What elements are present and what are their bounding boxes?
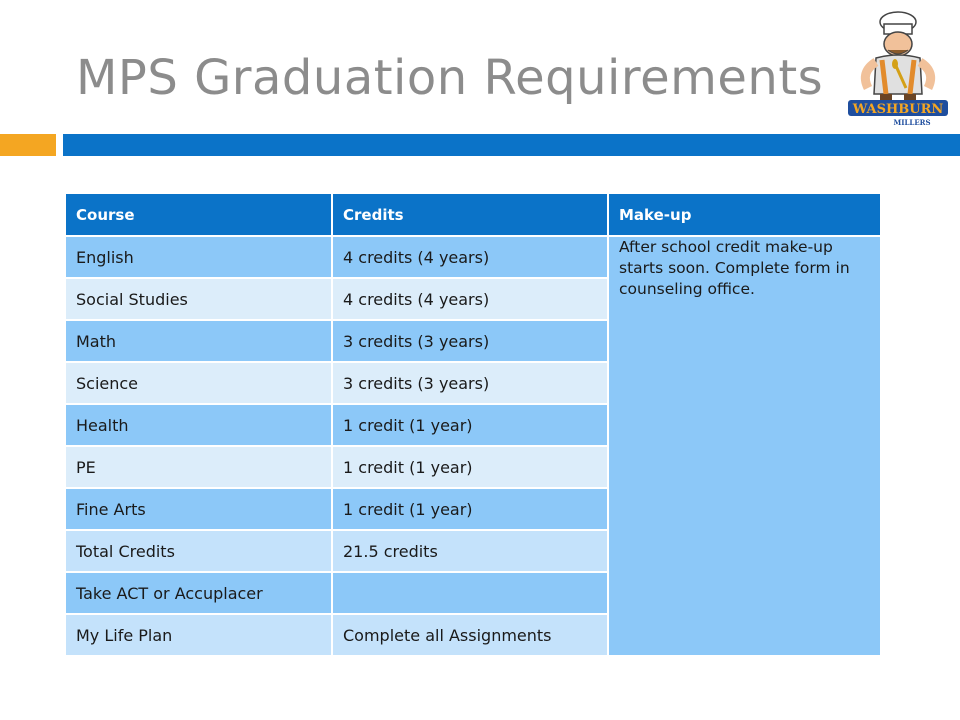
table-row xyxy=(65,236,881,278)
credits-cell: 3 credits (3 years) xyxy=(332,320,608,362)
accent-bar-blue xyxy=(63,134,960,156)
header-credits: Credits xyxy=(332,193,608,236)
credits-cell: 4 credits (4 years) xyxy=(332,236,608,278)
course-cell: PE xyxy=(65,446,332,488)
credits-cell: 1 credit (1 year) xyxy=(332,404,608,446)
credits-cell: 1 credit (1 year) xyxy=(332,446,608,488)
logo-subtext: MILLERS xyxy=(893,118,931,127)
course-cell: Health xyxy=(65,404,332,446)
table-header-row xyxy=(65,193,881,236)
makeup-note: After school credit make-up starts soon. Complete form in counseling office. xyxy=(608,236,881,656)
course-cell: Fine Arts xyxy=(65,488,332,530)
course-cell: Science xyxy=(65,362,332,404)
total-label-cell: Total Credits xyxy=(65,530,332,572)
header-makeup: Make-up xyxy=(608,193,881,236)
course-cell: Take ACT or Accuplacer xyxy=(65,572,332,614)
page-title: MPS Graduation Requirements xyxy=(76,50,824,106)
credits-cell: 4 credits (4 years) xyxy=(332,278,608,320)
requirements-table xyxy=(64,192,882,657)
washburn-millers-logo xyxy=(846,8,950,128)
credits-cell: 1 credit (1 year) xyxy=(332,488,608,530)
header-course: Course xyxy=(65,193,332,236)
credits-cell: 3 credits (3 years) xyxy=(332,362,608,404)
accent-bar-orange xyxy=(0,134,56,156)
credits-cell: Complete all Assignments xyxy=(332,614,608,656)
course-cell: Math xyxy=(65,320,332,362)
total-value-cell: 21.5 credits xyxy=(332,530,608,572)
course-cell: Social Studies xyxy=(65,278,332,320)
course-cell: English xyxy=(65,236,332,278)
course-cell: My Life Plan xyxy=(65,614,332,656)
credits-cell xyxy=(332,572,608,614)
logo-text: WASHBURN xyxy=(852,102,944,117)
